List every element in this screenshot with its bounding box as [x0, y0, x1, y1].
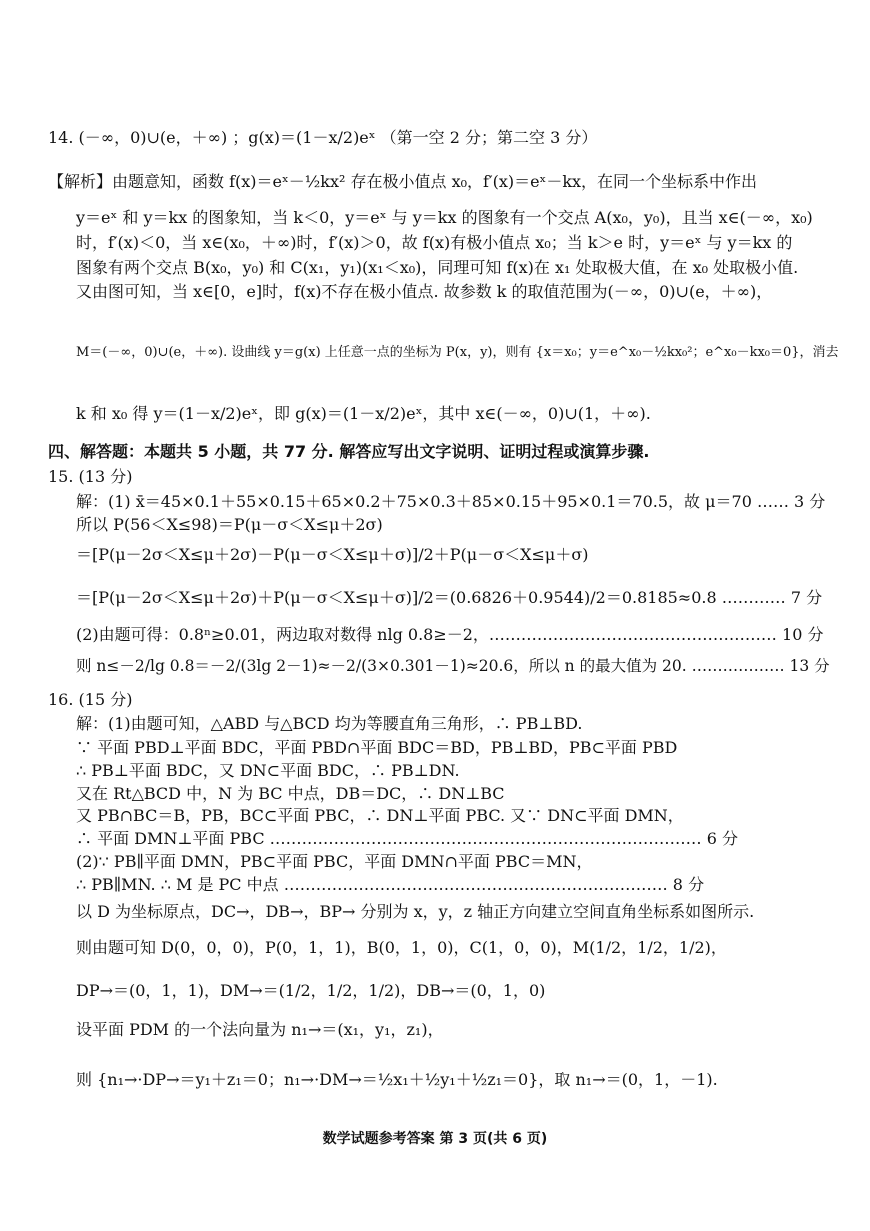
page-footer: 数学试题参考答案 第 3 页(共 6 页): [322, 1131, 548, 1147]
analysis-line-1: 【解析】由题意知，函数 f(x)＝eˣ－½kx² 存在极小值点 x₀，f′(x)＝eˣ－kx，在同一个坐标系中作出: [48, 172, 758, 191]
p16-line-10: 则由题可知 D(0，0，0)，P(0，1，1)，B(0，1，0)，C(1，0，0)，M(1/2，1/2，1/2)，: [76, 938, 727, 957]
p16-line-5: 又 PB∩BC＝B，PB，BC⊂平面 PBC，∴ DN⊥平面 PBC. 又∵ DN⊂平面 DMN，: [76, 806, 684, 825]
p15-line-1: 解：(1) x̄＝45×0.1＋55×0.15＋65×0.2＋75×0.3＋85×0.15＋95×0.1＝70.5，故 μ＝70 …… 3 分: [76, 492, 826, 511]
problem-16-header: 16. (15 分): [48, 690, 133, 709]
analysis-line-2: y＝eˣ 和 y＝kx 的图象知，当 k＜0，y＝eˣ 与 y＝kx 的图象有一个交点 A(x₀，y₀)，且当 x∈(－∞，x₀): [76, 208, 813, 227]
analysis-line-5: 又由图可知，当 x∈[0，e]时，f(x)不存在极小值点. 故参数 k 的取值范围为(－∞，0)∪(e，＋∞)，: [76, 282, 773, 301]
p16-line-8: ∴ PB∥MN. ∴ M 是 PC 中点 ……………………………………………………………… 8 分: [76, 875, 705, 894]
p16-line-13: 则 {n₁→·DP→＝y₁＋z₁＝0；n₁→·DM→＝½x₁＋½y₁＋½z₁＝0}，取 n₁→＝(0，1，－1).: [76, 1070, 718, 1089]
analysis-line-6: M＝(－∞，0)∪(e，＋∞). 设曲线 y＝g(x) 上任意一点的坐标为 P(x，y)，则有 {x＝x₀；y＝e^x₀－½kx₀²；e^x₀－kx₀＝0}，消去: [76, 345, 839, 360]
p16-line-12: 设平面 PDM 的一个法向量为 n₁→＝(x₁，y₁，z₁)，: [76, 1020, 444, 1039]
analysis-line-4: 图象有两个交点 B(x₀，y₀) 和 C(x₁，y₁)(x₁＜x₀)，同理可知 f(x)在 x₁ 处取极大值，在 x₀ 处取极小值.: [76, 258, 799, 277]
p15-line-6: 则 n≤－2/lg 0.8＝－2/(3lg 2－1)≈－2/(3×0.301－1)≈20.6，所以 n 的最大值为 20. ……………… 13 分: [76, 657, 830, 675]
p16-line-11: DP→＝(0，1，1)，DM→＝(1/2，1/2，1/2)，DB→＝(0，1，0): [76, 981, 546, 1000]
problem-15-header: 15. (13 分): [48, 467, 133, 486]
answer-14-header: 14. (－∞，0)∪(e，＋∞) ；g(x)＝(1－x/2)eˣ （第一空 2 分；第二空 3 分）: [48, 128, 598, 147]
p16-line-7: (2)∵ PB∥平面 DMN，PB⊂平面 PBC，平面 DMN∩平面 PBC＝MN，: [76, 852, 593, 871]
p15-line-4: ＝[P(μ－2σ＜X≤μ＋2σ)＋P(μ－σ＜X≤μ＋σ)]/2＝(0.6826＋0.9544)/2＝0.8185≈0.8 ………… 7 分: [76, 588, 823, 607]
p16-line-1: 解：(1)由题可知，△ABD 与△BCD 均为等腰直角三角形，∴ PB⊥BD.: [76, 714, 583, 733]
section-header: 四、解答题：本题共 5 小题，共 77 分. 解答应写出文字说明、证明过程或演算步骤.: [48, 442, 650, 461]
analysis-line-7: k 和 x₀ 得 y＝(1－x/2)eˣ，即 g(x)＝(1－x/2)eˣ，其中 x∈(－∞，0)∪(1，＋∞).: [76, 404, 651, 423]
p16-line-9: 以 D 为坐标原点，DC→，DB→，BP→ 分别为 x，y，z 轴正方向建立空间直角坐标系如图所示.: [76, 902, 755, 921]
analysis-line-3: 时，f′(x)＜0，当 x∈(x₀，＋∞)时，f′(x)＞0，故 f(x)有极小值点 x₀；当 k＞e 时，y＝eˣ 与 y＝kx 的: [76, 233, 793, 252]
p16-line-2: ∵ 平面 PBD⊥平面 BDC，平面 PBD∩平面 BDC＝BD，PB⊥BD，PB⊂平面 PBD: [76, 738, 678, 757]
p16-line-6: ∴ 平面 DMN⊥平面 PBC ……………………………………………………………………… 6 分: [76, 829, 739, 848]
p15-line-5: (2)由题可得：0.8ⁿ≥0.01，两边取对数得 nlg 0.8≥－2，……………………………………………… 10 分: [76, 625, 824, 644]
p15-line-3: ＝[P(μ－2σ＜X≤μ＋2σ)－P(μ－σ＜X≤μ＋σ)]/2＋P(μ－σ＜X≤μ＋σ): [76, 545, 589, 564]
p16-line-3: ∴ PB⊥平面 BDC，又 DN⊂平面 BDC，∴ PB⊥DN.: [76, 761, 460, 780]
p16-line-4: 又在 Rt△BCD 中，N 为 BC 中点，DB＝DC，∴ DN⊥BC: [76, 784, 505, 803]
p15-line-2: 所以 P(56＜X≤98)＝P(μ－σ＜X≤μ＋2σ): [76, 515, 383, 534]
